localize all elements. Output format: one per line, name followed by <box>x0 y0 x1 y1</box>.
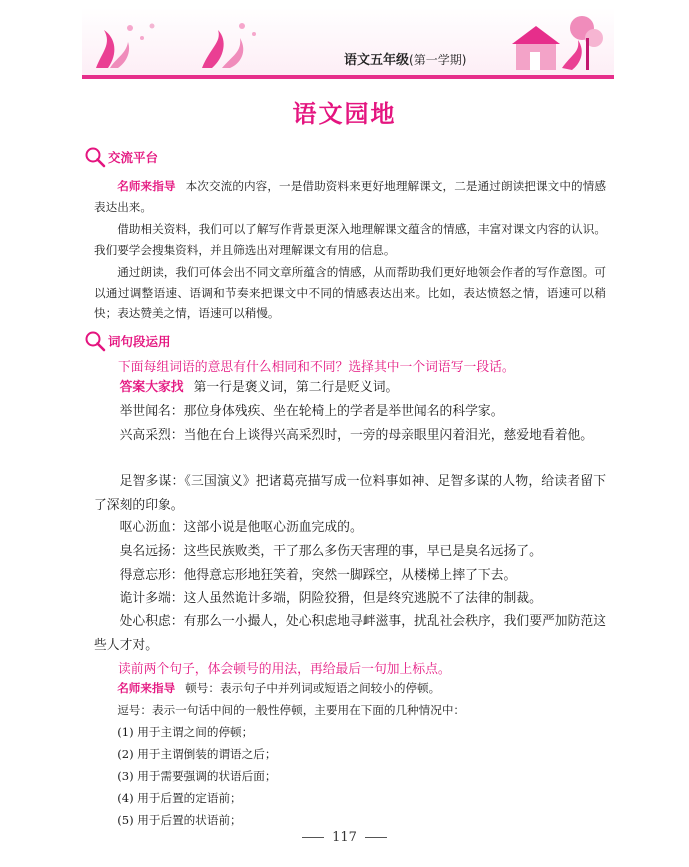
word-example: 兴高采烈：当他在台上谈得兴高采烈时，一旁的母亲眼里闪着泪光，慈爱地看着他。 <box>119 428 594 443</box>
douhao-case: (4) 用于后置的定语前； <box>117 791 242 805</box>
answer-text: 第一行是褒义词，第二行是贬义词。 <box>193 380 399 395</box>
douhao-explanation: 逗号：表示一句话中间的一般性停顿，主要用在下面的几种情况中： <box>117 703 466 717</box>
word-example: 臭名远扬：这些民族败类，干了那么多伤天害理的事，早已是臭名远扬了。 <box>119 544 542 559</box>
page-number: 117 <box>332 830 357 845</box>
section-heading-usage <box>84 330 171 352</box>
word-example: 举世闻名：那位身体残疾、坐在轮椅上的学者是举世闻名的科学家。 <box>119 404 504 419</box>
section-label: 词句段运用 <box>108 334 171 349</box>
word-example: 呕心沥血：这部小说是他呕心沥血完成的。 <box>119 520 363 535</box>
question-1: 下面每组词语的意思有什么相同和不同？选择其中一个词语写一段话。 <box>118 360 515 375</box>
word-example: 得意忘形：他得意忘形地狂笑着，突然一脚踩空，从楼梯上摔了下去。 <box>119 568 517 583</box>
douhao-case: (1) 用于主谓之间的停顿； <box>117 725 254 739</box>
footer-dash <box>365 837 387 838</box>
footer-dash <box>302 837 324 838</box>
section-heading-exchange <box>84 146 158 168</box>
answer-line <box>94 376 606 400</box>
header-decoration-right <box>502 8 614 75</box>
header-book-subtitle: (第一学期) <box>409 53 467 67</box>
exchange-paragraph-3: 通过朗读，我们可体会出不同文章所蕴含的情感，从而帮助我们更好地领会作者的写作意图。可以通过调整语速、语调和节奏来把课文中不同的情感表达出来。比如，表达愤怒之情，语速可以稍快；表达赞美之情，语速可以稍慢。 <box>94 265 606 320</box>
magnifier-icon <box>84 330 106 352</box>
punctuation-guide <box>94 678 606 699</box>
header-book-title: 语文五年级 <box>344 53 410 68</box>
question-2: 读前两个句子，体会顿号的用法，再给最后一句加上标点。 <box>118 662 451 677</box>
dunhao-explanation: 顿号：表示句子中并列词或短语之间较小的停顿。 <box>185 681 441 695</box>
exchange-paragraph-1 <box>94 176 606 217</box>
word-example: 诡计多端：这人虽然诡计多端，阴险狡猾，但是终究逃脱不了法律的制裁。 <box>119 591 542 606</box>
teacher-guide-tag: 名师来指导 <box>117 179 176 193</box>
header-title <box>344 49 466 68</box>
exchange-text-1: 本次交流的内容，一是借助资料来更好地理解课文，二是通过朗读把课文中的情感表达出来。 <box>94 179 606 214</box>
teacher-guide-tag: 名师来指导 <box>117 681 176 695</box>
word-example: 处心积虑：有那么一小撮人，处心积虑地寻衅滋事，扰乱社会秩序，我们要严加防范这些人才对。 <box>94 614 606 653</box>
douhao-case: (2) 用于主谓倒装的谓语之后； <box>117 747 277 761</box>
page-title: 语文园地 <box>292 99 397 128</box>
section-label: 交流平台 <box>108 150 159 165</box>
header-decoration-left <box>82 8 312 75</box>
exchange-paragraph-2: 借助相关资料，我们可以了解写作背景更深入地理解课文蕴含的情感，丰富对课文内容的认识。我们要学会搜集资料，并且筛选出对理解课文有用的信息。 <box>94 222 606 257</box>
answer-tag: 答案大家找 <box>119 380 184 395</box>
page-header <box>82 8 614 79</box>
magnifier-icon <box>84 146 106 168</box>
word-example: 足智多谋：《三国演义》把诸葛亮描写成一位料事如神、足智多谋的人物，给读者留下了深刻的印象。 <box>94 474 606 513</box>
page-footer <box>0 830 689 845</box>
douhao-case: (3) 用于需要强调的状语后面； <box>117 769 277 783</box>
douhao-case: (5) 用于后置的状语前； <box>117 813 242 827</box>
